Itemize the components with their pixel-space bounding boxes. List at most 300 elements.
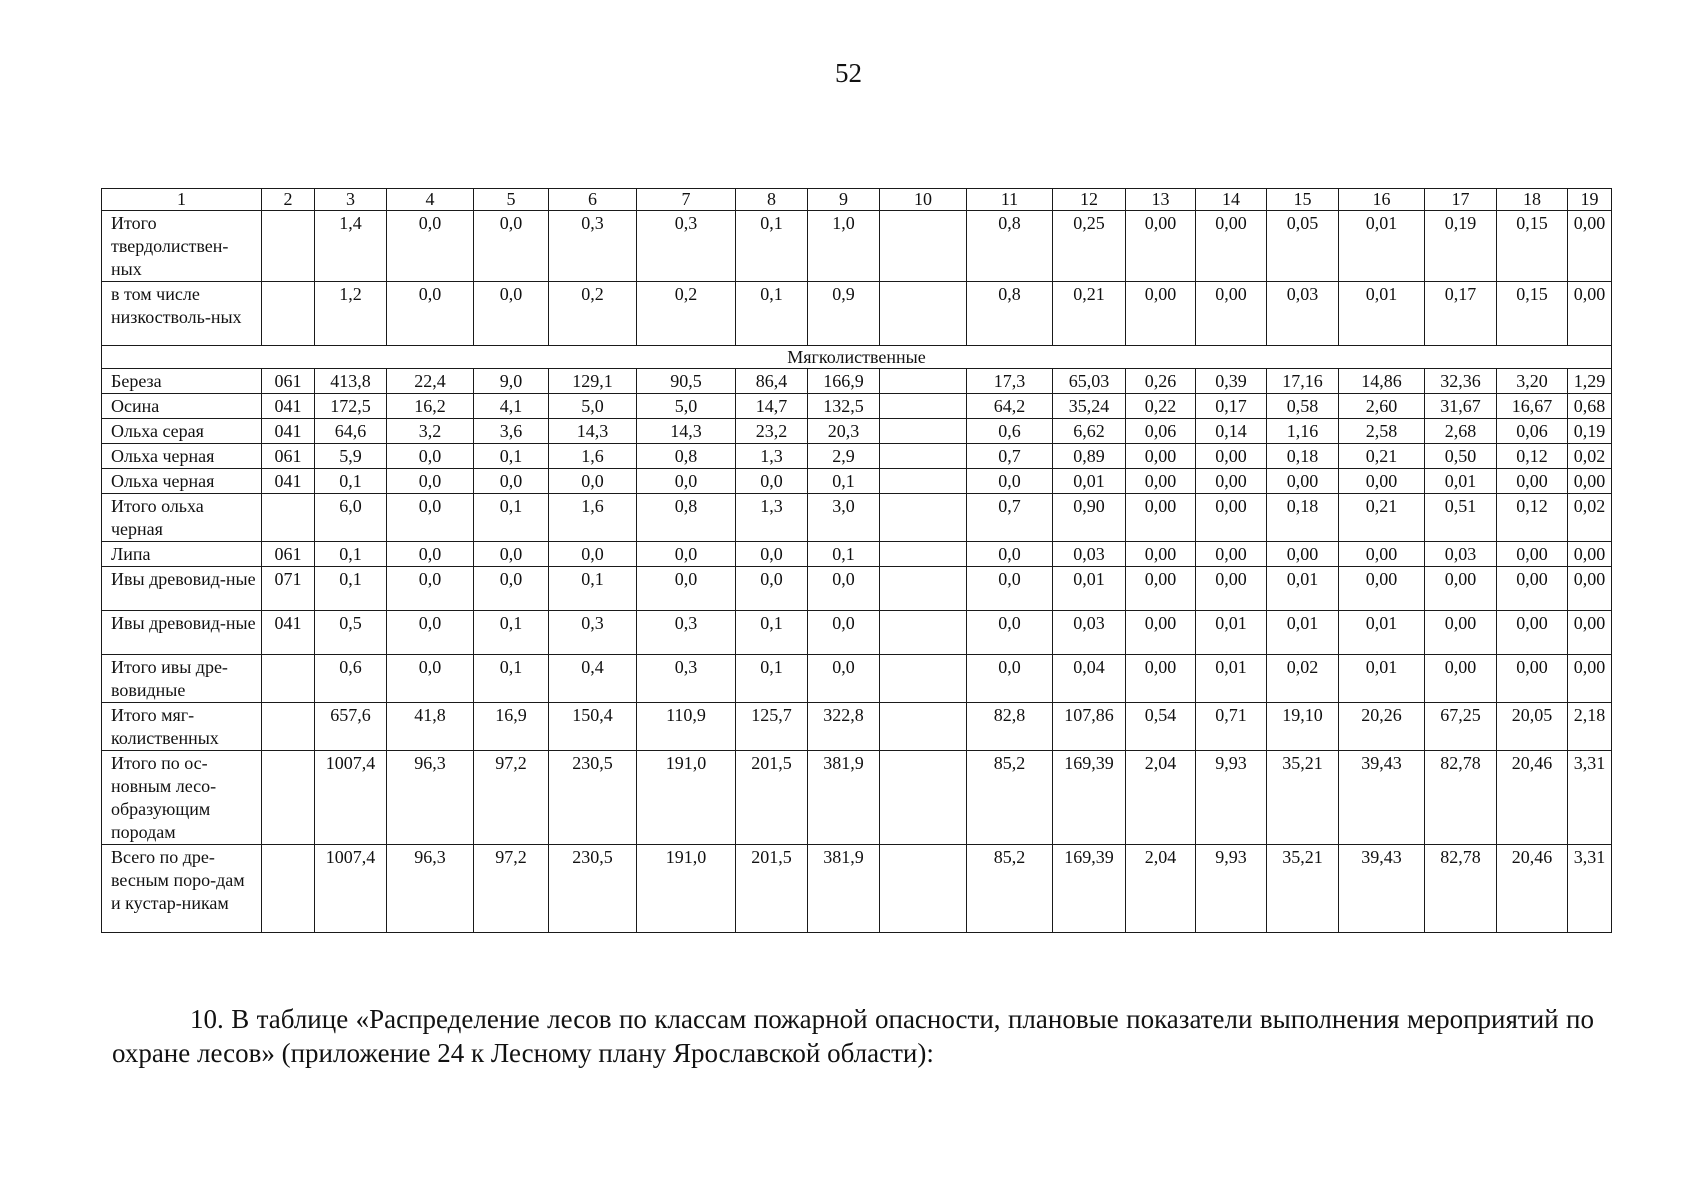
section-row xyxy=(102,346,1612,369)
cell-value: 107,86 xyxy=(1053,703,1126,751)
cell-value: 0,7 xyxy=(967,444,1053,469)
cell-value: 0,71 xyxy=(1196,703,1267,751)
row-label: Береза xyxy=(102,369,262,394)
cell-value: 0,00 xyxy=(1497,542,1568,567)
cell-value: 191,0 xyxy=(637,845,736,933)
row-label: Итого ивы дре-вовидные xyxy=(102,655,262,703)
cell-value: 0,1 xyxy=(736,611,808,655)
row-label: Итого мяг-колиственных xyxy=(102,703,262,751)
cell-value: 381,9 xyxy=(808,751,880,845)
cell-value: 0,06 xyxy=(1126,419,1196,444)
cell-value: 19,10 xyxy=(1267,703,1339,751)
cell-value: 1,4 xyxy=(315,211,387,282)
cell-value: 16,9 xyxy=(474,703,549,751)
cell-value xyxy=(880,419,967,444)
cell-value xyxy=(880,394,967,419)
cell-value: 3,31 xyxy=(1568,845,1612,933)
cell-value: 82,78 xyxy=(1425,845,1497,933)
cell-value xyxy=(880,469,967,494)
column-header: 6 xyxy=(549,189,637,211)
cell-value: 0,0 xyxy=(474,282,549,346)
cell-value: 96,3 xyxy=(387,751,474,845)
cell-value: 2,04 xyxy=(1126,751,1196,845)
cell-value: 0,0 xyxy=(736,567,808,611)
cell-value: 1,3 xyxy=(736,444,808,469)
row-code xyxy=(262,703,315,751)
cell-value: 14,86 xyxy=(1339,369,1425,394)
cell-value: 0,21 xyxy=(1339,494,1425,542)
cell-value xyxy=(880,542,967,567)
cell-value: 0,02 xyxy=(1267,655,1339,703)
cell-value: 0,18 xyxy=(1267,444,1339,469)
cell-value: 0,0 xyxy=(474,211,549,282)
cell-value: 0,0 xyxy=(387,655,474,703)
cell-value: 0,00 xyxy=(1196,494,1267,542)
cell-value: 2,9 xyxy=(808,444,880,469)
cell-value: 22,4 xyxy=(387,369,474,394)
cell-value: 82,8 xyxy=(967,703,1053,751)
row-code xyxy=(262,494,315,542)
cell-value: 0,05 xyxy=(1267,211,1339,282)
cell-value: 169,39 xyxy=(1053,751,1126,845)
cell-value xyxy=(880,567,967,611)
cell-value: 0,1 xyxy=(474,655,549,703)
cell-value: 0,22 xyxy=(1126,394,1196,419)
row-label: Ольха черная xyxy=(102,469,262,494)
cell-value: 0,0 xyxy=(967,542,1053,567)
cell-value: 0,00 xyxy=(1126,494,1196,542)
table-row xyxy=(102,211,1612,282)
table-row xyxy=(102,494,1612,542)
cell-value: 0,0 xyxy=(474,542,549,567)
row-code xyxy=(262,282,315,346)
cell-value: 0,00 xyxy=(1126,469,1196,494)
cell-value: 0,1 xyxy=(315,469,387,494)
cell-value: 0,0 xyxy=(387,469,474,494)
cell-value: 0,51 xyxy=(1425,494,1497,542)
cell-value: 2,68 xyxy=(1425,419,1497,444)
cell-value: 0,0 xyxy=(967,611,1053,655)
cell-value: 3,20 xyxy=(1497,369,1568,394)
cell-value: 0,5 xyxy=(315,611,387,655)
table-row xyxy=(102,751,1612,845)
cell-value: 0,00 xyxy=(1497,655,1568,703)
row-code: 061 xyxy=(262,444,315,469)
row-label: Ольха серая xyxy=(102,419,262,444)
cell-value: 14,3 xyxy=(549,419,637,444)
cell-value: 0,00 xyxy=(1568,282,1612,346)
cell-value: 0,0 xyxy=(387,494,474,542)
cell-value: 0,8 xyxy=(637,444,736,469)
page-number: 52 xyxy=(835,58,862,88)
cell-value: 110,9 xyxy=(637,703,736,751)
cell-value: 20,26 xyxy=(1339,703,1425,751)
table-row xyxy=(102,282,1612,346)
cell-value: 381,9 xyxy=(808,845,880,933)
column-header: 2 xyxy=(262,189,315,211)
cell-value: 0,00 xyxy=(1339,567,1425,611)
cell-value: 85,2 xyxy=(967,845,1053,933)
cell-value: 0,0 xyxy=(474,469,549,494)
cell-value: 2,58 xyxy=(1339,419,1425,444)
cell-value: 0,15 xyxy=(1497,282,1568,346)
cell-value: 0,12 xyxy=(1497,494,1568,542)
cell-value: 9,0 xyxy=(474,369,549,394)
cell-value xyxy=(880,751,967,845)
table-row xyxy=(102,419,1612,444)
cell-value: 0,00 xyxy=(1425,567,1497,611)
cell-value: 0,19 xyxy=(1568,419,1612,444)
cell-value: 0,00 xyxy=(1267,469,1339,494)
cell-value: 0,01 xyxy=(1053,567,1126,611)
cell-value: 0,0 xyxy=(967,567,1053,611)
cell-value: 0,00 xyxy=(1568,655,1612,703)
cell-value: 0,0 xyxy=(967,469,1053,494)
cell-value: 657,6 xyxy=(315,703,387,751)
cell-value xyxy=(880,845,967,933)
cell-value: 0,58 xyxy=(1267,394,1339,419)
cell-value: 0,00 xyxy=(1339,542,1425,567)
cell-value: 0,0 xyxy=(637,567,736,611)
cell-value: 0,00 xyxy=(1126,444,1196,469)
cell-value: 0,3 xyxy=(637,611,736,655)
cell-value: 0,6 xyxy=(967,419,1053,444)
cell-value: 3,31 xyxy=(1568,751,1612,845)
cell-value: 0,00 xyxy=(1568,542,1612,567)
cell-value: 0,01 xyxy=(1339,211,1425,282)
cell-value: 17,3 xyxy=(967,369,1053,394)
cell-value: 0,1 xyxy=(736,211,808,282)
column-header: 14 xyxy=(1196,189,1267,211)
cell-value: 0,17 xyxy=(1425,282,1497,346)
cell-value: 0,01 xyxy=(1196,655,1267,703)
cell-value: 0,0 xyxy=(549,542,637,567)
column-header: 7 xyxy=(637,189,736,211)
cell-value: 0,1 xyxy=(474,494,549,542)
cell-value: 322,8 xyxy=(808,703,880,751)
cell-value: 0,21 xyxy=(1339,444,1425,469)
cell-value: 0,54 xyxy=(1126,703,1196,751)
cell-value: 9,93 xyxy=(1196,845,1267,933)
cell-value: 5,0 xyxy=(549,394,637,419)
cell-value: 0,01 xyxy=(1339,655,1425,703)
cell-value: 0,01 xyxy=(1425,469,1497,494)
cell-value: 0,90 xyxy=(1053,494,1126,542)
row-label: Итого твердолиствен-ных xyxy=(102,211,262,282)
cell-value: 0,1 xyxy=(315,567,387,611)
cell-value: 16,67 xyxy=(1497,394,1568,419)
cell-value: 0,1 xyxy=(474,444,549,469)
cell-value: 0,2 xyxy=(637,282,736,346)
cell-value: 0,21 xyxy=(1053,282,1126,346)
cell-value: 0,00 xyxy=(1126,611,1196,655)
cell-value: 0,00 xyxy=(1267,542,1339,567)
column-number-row xyxy=(102,189,1612,211)
cell-value: 0,00 xyxy=(1196,444,1267,469)
row-label: Итого по ос-новным лесо-образующим породам xyxy=(102,751,262,845)
cell-value: 0,3 xyxy=(637,211,736,282)
cell-value: 4,1 xyxy=(474,394,549,419)
row-code: 041 xyxy=(262,611,315,655)
cell-value: 0,2 xyxy=(549,282,637,346)
column-header: 16 xyxy=(1339,189,1425,211)
cell-value: 0,1 xyxy=(736,655,808,703)
cell-value: 0,0 xyxy=(387,444,474,469)
row-code xyxy=(262,751,315,845)
cell-value: 32,36 xyxy=(1425,369,1497,394)
cell-value: 0,00 xyxy=(1126,211,1196,282)
cell-value: 14,7 xyxy=(736,394,808,419)
cell-value: 0,8 xyxy=(967,282,1053,346)
cell-value: 0,8 xyxy=(637,494,736,542)
cell-value: 0,00 xyxy=(1126,282,1196,346)
row-code xyxy=(262,845,315,933)
column-header: 17 xyxy=(1425,189,1497,211)
cell-value: 0,00 xyxy=(1497,567,1568,611)
cell-value: 82,78 xyxy=(1425,751,1497,845)
cell-value: 0,00 xyxy=(1196,567,1267,611)
cell-value: 0,0 xyxy=(387,542,474,567)
cell-value: 39,43 xyxy=(1339,751,1425,845)
cell-value: 1007,4 xyxy=(315,845,387,933)
column-header: 5 xyxy=(474,189,549,211)
cell-value: 0,03 xyxy=(1267,282,1339,346)
cell-value: 0,0 xyxy=(637,469,736,494)
cell-value: 230,5 xyxy=(549,845,637,933)
row-label: Ольха черная xyxy=(102,444,262,469)
table-row xyxy=(102,469,1612,494)
cell-value: 0,89 xyxy=(1053,444,1126,469)
table-row xyxy=(102,369,1612,394)
cell-value: 0,00 xyxy=(1126,567,1196,611)
cell-value: 0,12 xyxy=(1497,444,1568,469)
cell-value: 191,0 xyxy=(637,751,736,845)
cell-value xyxy=(880,611,967,655)
cell-value: 20,46 xyxy=(1497,845,1568,933)
cell-value: 35,21 xyxy=(1267,751,1339,845)
row-code: 041 xyxy=(262,394,315,419)
cell-value: 90,5 xyxy=(637,369,736,394)
cell-value: 1,0 xyxy=(808,211,880,282)
cell-value: 1,6 xyxy=(549,494,637,542)
row-label: Осина xyxy=(102,394,262,419)
cell-value: 0,17 xyxy=(1196,394,1267,419)
cell-value: 0,00 xyxy=(1497,611,1568,655)
table-row xyxy=(102,444,1612,469)
cell-value: 0,25 xyxy=(1053,211,1126,282)
cell-value: 1,29 xyxy=(1568,369,1612,394)
row-label: Всего по дре-весным поро-дам и кустар-никам xyxy=(102,845,262,933)
cell-value: 0,03 xyxy=(1053,542,1126,567)
cell-value xyxy=(880,444,967,469)
cell-value: 172,5 xyxy=(315,394,387,419)
cell-value: 0,00 xyxy=(1425,611,1497,655)
cell-value: 0,01 xyxy=(1267,611,1339,655)
cell-value: 0,26 xyxy=(1126,369,1196,394)
cell-value xyxy=(880,655,967,703)
table-row xyxy=(102,394,1612,419)
paragraph-text: 10. В таблице «Распределение лесов по классам пожарной опасности, плановые показатели выполнения мероприятий по охране лесов» (приложение 24 к Лесному плану Ярославской области): xyxy=(112,1004,1594,1068)
cell-value: 0,00 xyxy=(1425,655,1497,703)
cell-value: 0,01 xyxy=(1196,611,1267,655)
cell-value: 0,03 xyxy=(1425,542,1497,567)
cell-value: 64,6 xyxy=(315,419,387,444)
cell-value: 6,0 xyxy=(315,494,387,542)
row-label: Ивы древовид-ные xyxy=(102,567,262,611)
cell-value: 0,02 xyxy=(1568,444,1612,469)
cell-value: 64,2 xyxy=(967,394,1053,419)
cell-value: 0,0 xyxy=(967,655,1053,703)
cell-value: 0,0 xyxy=(808,567,880,611)
cell-value: 0,00 xyxy=(1196,282,1267,346)
cell-value: 0,00 xyxy=(1568,211,1612,282)
cell-value: 0,00 xyxy=(1196,542,1267,567)
cell-value: 0,0 xyxy=(474,567,549,611)
column-header: 3 xyxy=(315,189,387,211)
cell-value: 97,2 xyxy=(474,845,549,933)
cell-value: 0,00 xyxy=(1126,655,1196,703)
column-header: 12 xyxy=(1053,189,1126,211)
cell-value: 0,0 xyxy=(736,469,808,494)
table-row xyxy=(102,567,1612,611)
cell-value: 0,00 xyxy=(1497,469,1568,494)
cell-value: 0,8 xyxy=(967,211,1053,282)
cell-value: 0,0 xyxy=(387,611,474,655)
cell-value: 201,5 xyxy=(736,751,808,845)
cell-value: 169,39 xyxy=(1053,845,1126,933)
cell-value: 0,15 xyxy=(1497,211,1568,282)
forest-data-table xyxy=(101,188,1612,933)
cell-value: 67,25 xyxy=(1425,703,1497,751)
cell-value: 0,1 xyxy=(549,567,637,611)
row-code: 041 xyxy=(262,419,315,444)
cell-value: 0,0 xyxy=(549,469,637,494)
cell-value: 20,3 xyxy=(808,419,880,444)
table-row xyxy=(102,655,1612,703)
cell-value: 0,0 xyxy=(387,211,474,282)
cell-value: 0,1 xyxy=(474,611,549,655)
cell-value: 85,2 xyxy=(967,751,1053,845)
cell-value: 0,0 xyxy=(387,567,474,611)
column-header: 18 xyxy=(1497,189,1568,211)
row-code: 071 xyxy=(262,567,315,611)
cell-value: 0,02 xyxy=(1568,494,1612,542)
cell-value: 0,3 xyxy=(637,655,736,703)
cell-value: 129,1 xyxy=(549,369,637,394)
cell-value: 150,4 xyxy=(549,703,637,751)
cell-value: 0,01 xyxy=(1339,611,1425,655)
column-header: 13 xyxy=(1126,189,1196,211)
cell-value: 0,01 xyxy=(1267,567,1339,611)
cell-value: 3,0 xyxy=(808,494,880,542)
cell-value: 0,00 xyxy=(1196,469,1267,494)
cell-value: 0,0 xyxy=(808,611,880,655)
cell-value: 1,16 xyxy=(1267,419,1339,444)
cell-value xyxy=(880,703,967,751)
cell-value: 0,00 xyxy=(1568,567,1612,611)
cell-value: 0,1 xyxy=(808,469,880,494)
cell-value xyxy=(880,369,967,394)
table-row xyxy=(102,611,1612,655)
cell-value: 3,2 xyxy=(387,419,474,444)
cell-value: 5,9 xyxy=(315,444,387,469)
cell-value: 0,3 xyxy=(549,611,637,655)
cell-value: 97,2 xyxy=(474,751,549,845)
cell-value: 2,04 xyxy=(1126,845,1196,933)
cell-value: 0,9 xyxy=(808,282,880,346)
cell-value: 5,0 xyxy=(637,394,736,419)
cell-value: 125,7 xyxy=(736,703,808,751)
cell-value: 41,8 xyxy=(387,703,474,751)
cell-value xyxy=(880,494,967,542)
cell-value: 6,62 xyxy=(1053,419,1126,444)
cell-value: 2,60 xyxy=(1339,394,1425,419)
cell-value: 230,5 xyxy=(549,751,637,845)
cell-value: 0,1 xyxy=(736,282,808,346)
row-label: Ивы древовид-ные xyxy=(102,611,262,655)
cell-value: 86,4 xyxy=(736,369,808,394)
cell-value: 3,6 xyxy=(474,419,549,444)
cell-value: 39,43 xyxy=(1339,845,1425,933)
row-label: в том числе низкостволь-ных xyxy=(102,282,262,346)
cell-value: 201,5 xyxy=(736,845,808,933)
table-row xyxy=(102,845,1612,933)
cell-value: 0,00 xyxy=(1339,469,1425,494)
row-code xyxy=(262,211,315,282)
cell-value: 0,00 xyxy=(1568,611,1612,655)
row-code: 041 xyxy=(262,469,315,494)
column-header: 9 xyxy=(808,189,880,211)
cell-value: 0,00 xyxy=(1568,469,1612,494)
cell-value: 0,3 xyxy=(549,211,637,282)
cell-value: 0,0 xyxy=(808,655,880,703)
cell-value: 0,4 xyxy=(549,655,637,703)
row-code: 061 xyxy=(262,542,315,567)
cell-value: 0,0 xyxy=(387,282,474,346)
cell-value: 0,1 xyxy=(808,542,880,567)
cell-value: 0,7 xyxy=(967,494,1053,542)
column-header: 4 xyxy=(387,189,474,211)
cell-value: 0,68 xyxy=(1568,394,1612,419)
table-row xyxy=(102,542,1612,567)
cell-value: 0,14 xyxy=(1196,419,1267,444)
cell-value: 17,16 xyxy=(1267,369,1339,394)
section-title: Мягколиственные xyxy=(102,346,1612,369)
cell-value: 0,0 xyxy=(736,542,808,567)
cell-value: 20,05 xyxy=(1497,703,1568,751)
row-code xyxy=(262,655,315,703)
cell-value xyxy=(880,282,967,346)
cell-value: 0,0 xyxy=(637,542,736,567)
cell-value: 20,46 xyxy=(1497,751,1568,845)
cell-value: 0,6 xyxy=(315,655,387,703)
cell-value: 2,18 xyxy=(1568,703,1612,751)
cell-value: 0,19 xyxy=(1425,211,1497,282)
column-header: 10 xyxy=(880,189,967,211)
column-header: 15 xyxy=(1267,189,1339,211)
cell-value: 9,93 xyxy=(1196,751,1267,845)
cell-value: 35,24 xyxy=(1053,394,1126,419)
cell-value: 0,06 xyxy=(1497,419,1568,444)
column-header: 11 xyxy=(967,189,1053,211)
cell-value: 166,9 xyxy=(808,369,880,394)
column-header: 19 xyxy=(1568,189,1612,211)
cell-value: 31,67 xyxy=(1425,394,1497,419)
cell-value: 0,18 xyxy=(1267,494,1339,542)
column-header: 8 xyxy=(736,189,808,211)
cell-value: 1,2 xyxy=(315,282,387,346)
cell-value: 0,04 xyxy=(1053,655,1126,703)
